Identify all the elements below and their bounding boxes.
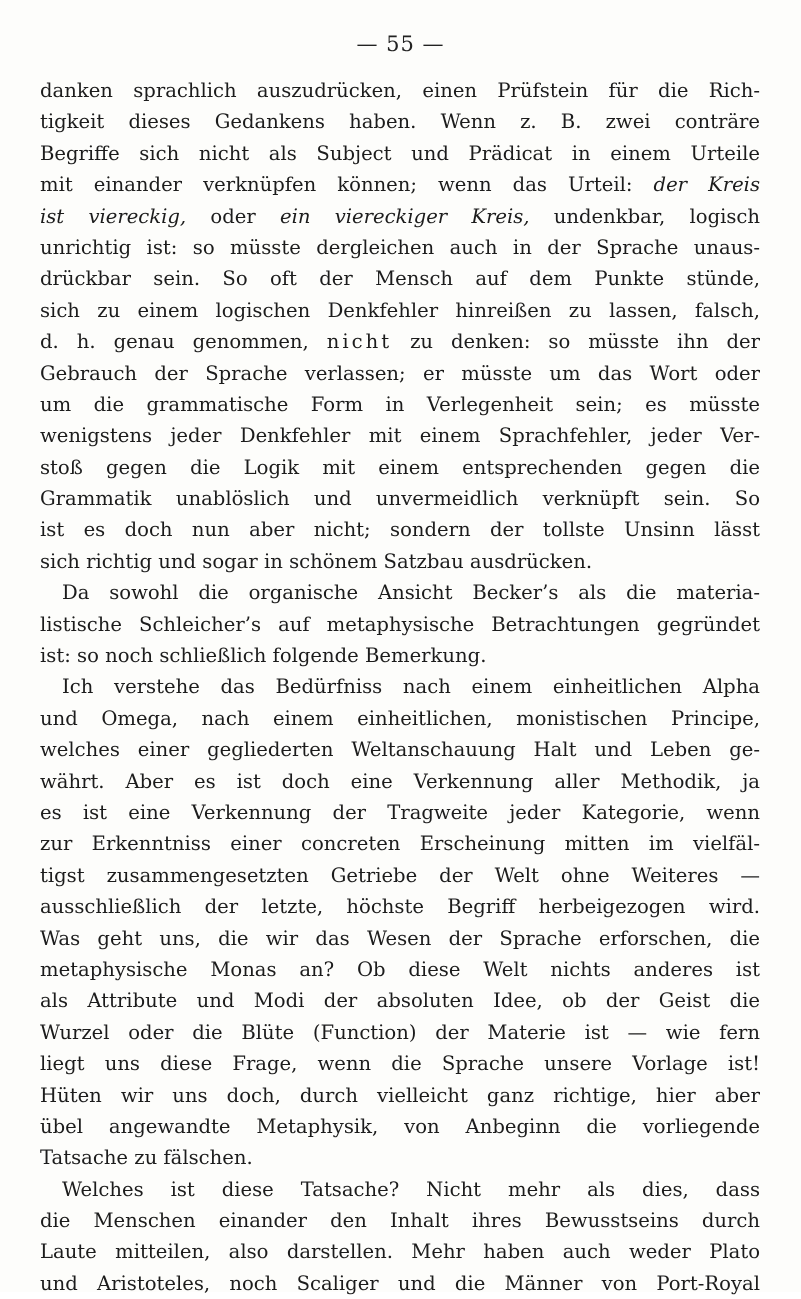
text-line: [40, 923, 760, 954]
text-segment: Tatsache zu fälschen.: [40, 1146, 253, 1170]
text-line: [40, 420, 760, 451]
text-line: [40, 1174, 760, 1205]
text-line: [40, 295, 760, 326]
text-segment: Laute mitteilen, also darstellen. Mehr haben auch weder Plato: [40, 1240, 760, 1264]
text-segment: ist es doch nun aber nicht; sondern der tollste Unsinn lässt: [40, 518, 760, 542]
text-segment: Hüten wir uns doch, durch vielleicht ganz richtige, hier aber: [40, 1083, 760, 1107]
text-line: [40, 232, 760, 263]
text-line: [40, 75, 760, 106]
text-line: [40, 860, 760, 891]
italic-text: ein viereckiger Kreis,: [279, 204, 530, 228]
text-segment: metaphysische Monas an? Ob diese Welt nichts anderes ist: [40, 957, 760, 981]
text-segment: undenkbar, logisch: [529, 204, 760, 228]
italic-text: ist viereckig,: [40, 204, 187, 228]
text-line: [40, 1268, 760, 1299]
text-line: [40, 703, 760, 734]
page-number-header: — 55 —: [356, 32, 445, 56]
text-segment: tigst zusammengesetzten Getriebe der Welt ohne Weiteres —: [40, 863, 760, 887]
text-segment: Wurzel oder die Blüte (Function) der Materie ist — wie fern: [40, 1020, 760, 1044]
text-line: [40, 985, 760, 1016]
text-line: [40, 358, 760, 389]
text-segment: liegt uns diese Frage, wenn die Sprache unsere Vorlage ist!: [40, 1052, 760, 1076]
text-line: [40, 828, 760, 859]
text-segment: unrichtig ist: so müsste dergleichen auch in der Sprache unaus-: [40, 235, 760, 259]
text-line: [40, 452, 760, 483]
text-segment: Welches ist diese Tatsache? Nicht mehr als dies, dass: [62, 1177, 760, 1201]
text-line: [40, 1205, 760, 1236]
text-segment: welches einer gegliederten Weltanschauung Halt und Leben ge-: [40, 738, 760, 762]
text-line: [40, 609, 760, 640]
text-segment: listische Schleicher’s auf metaphysische Betrachtungen gegründet: [40, 612, 760, 636]
text-segment: und Omega, nach einem einheitlichen, monistischen Principe,: [40, 706, 760, 730]
text-segment: drückbar sein. So oft der Mensch auf dem Punkte stünde,: [40, 267, 760, 291]
text-line: [40, 138, 760, 169]
text-line: [40, 514, 760, 545]
text-line: [40, 640, 760, 671]
italic-text: der Kreis: [653, 173, 760, 197]
text-line: [40, 954, 760, 985]
text-segment: Ich verstehe das Bedürfniss nach einem einheitlichen Alpha: [62, 675, 760, 699]
text-line: [40, 1142, 760, 1173]
spaced-text: nicht: [326, 330, 393, 354]
text-segment: und Aristoteles, noch Scaliger und die Männer von Port-Royal: [40, 1271, 760, 1295]
text-line: [40, 1111, 760, 1142]
text-line: [40, 106, 760, 137]
text-segment: Grammatik unablöslich und unvermeidlich verknüpft sein. So: [40, 487, 760, 511]
text-line: [40, 546, 760, 577]
text-line: [40, 1048, 760, 1079]
text-line: [40, 766, 760, 797]
text-segment: mit einander verknüpfen können; wenn das Urteil:: [40, 173, 654, 197]
text-segment: Begriffe sich nicht als Subject und Prädicat in einem Urteile: [40, 141, 760, 165]
text-line: [40, 577, 760, 608]
text-segment: währt. Aber es ist doch eine Verkennung aller Methodik, ja: [40, 769, 760, 793]
text-line: [40, 1080, 760, 1111]
text-segment: es ist eine Verkennung der Tragweite jeder Kategorie, wenn: [40, 800, 760, 824]
text-segment: tigkeit dieses Gedankens haben. Wenn z. B. zwei conträre: [40, 110, 760, 134]
text-line: [40, 201, 760, 232]
text-line: [40, 734, 760, 765]
text-segment: als Attribute und Modi der absoluten Idee, ob der Geist die: [40, 989, 760, 1013]
text-line: [40, 389, 760, 420]
text-segment: zu denken: so müsste ihn der: [392, 330, 760, 354]
text-segment: wenigstens jeder Denkfehler mit einem Sprachfehler, jeder Ver-: [40, 424, 760, 448]
text-segment: Gebrauch der Sprache verlassen; er müsste um das Wort oder: [40, 361, 760, 385]
text-line: [40, 169, 760, 200]
text-segment: oder: [186, 204, 280, 228]
text-segment: Da sowohl die organische Ansicht Becker’s als die materia-: [62, 581, 760, 605]
text-segment: stoß gegen die Logik mit einem entsprechenden gegen die: [40, 455, 760, 479]
text-line: [40, 483, 760, 514]
body-text: [40, 75, 760, 1299]
text-segment: d. h. genau genommen,: [40, 330, 327, 354]
text-line: [40, 326, 760, 357]
text-line: [40, 797, 760, 828]
text-line: [40, 263, 760, 294]
text-segment: sich richtig und sogar in schönem Satzbau ausdrücken.: [40, 549, 593, 573]
text-segment: übel angewandte Metaphysik, von Anbeginn die vorliegende: [40, 1114, 760, 1138]
text-segment: um die grammatische Form in Verlegenheit sein; es müsste: [40, 392, 760, 416]
text-segment: sich zu einem logischen Denkfehler hinreißen zu lassen, falsch,: [40, 298, 760, 322]
text-segment: ist: so noch schließlich folgende Bemerkung.: [40, 644, 487, 668]
text-line: [40, 1017, 760, 1048]
text-segment: Was geht uns, die wir das Wesen der Sprache erforschen, die: [40, 926, 760, 950]
text-segment: die Menschen einander den Inhalt ihres Bewusstseins durch: [40, 1209, 760, 1233]
text-line: [40, 891, 760, 922]
text-segment: danken sprachlich auszudrücken, einen Prüfstein für die Rich-: [40, 79, 760, 102]
text-line: [40, 1236, 760, 1267]
text-segment: zur Erkenntniss einer concreten Erscheinung mitten im vielfäl-: [40, 832, 760, 856]
text-segment: ausschließlich der letzte, höchste Begriff herbeigezogen wird.: [40, 895, 760, 919]
text-line: [40, 671, 760, 702]
